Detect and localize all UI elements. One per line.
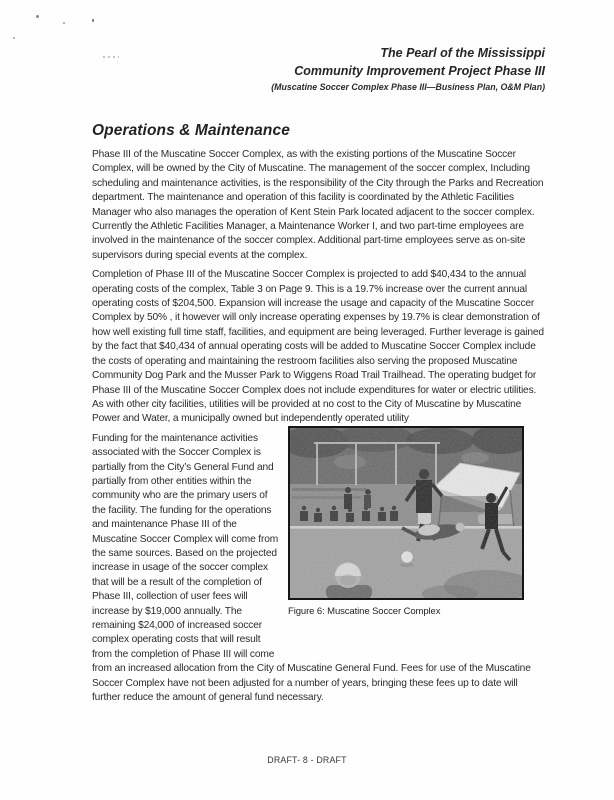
document-header: [0, 44, 545, 94]
page-footer: DRAFT- 8 - DRAFT: [267, 755, 347, 765]
section-heading: Operations & Maintenance: [92, 122, 290, 140]
figure-block: [288, 426, 524, 619]
paragraph-2: Completion of Phase III of the Muscatine Soccer Complex is projected to add $40,434 to the annual operating costs of the complex, Table 3 on Page 9. This is a 19.7% increase over the current annual operating costs of $204,500. Expansion will increase the usage and capacity of the Muscatine Soccer Complex by 50% , it however will only increase operating expenses by 19.7% is clear demonstration of how well existing full time staff, facilities, and equipment are being leveraged. Further leverage is gained by the fact that $40,434 of annual operating costs will be added to Muscatine Soccer Complex include the costs of operating and maintaining the restroom facilities also serving the proposed Muscatine Community Dog Park and the Musser Park to Wiggens Road Trail Trailhead. The operating budget for Phase III of the Muscatine Soccer Complex does not include expenditures for water or electric utilities. As with other city facilities, utilities will be provided at no cost to the City of Muscatine by Muscatine Power and Water, a municipally owned but independently operated utility: [92, 269, 544, 425]
scan-artifact: [13, 37, 15, 39]
scan-artifact: [36, 15, 39, 18]
paragraph-1: Phase III of the Muscatine Soccer Complex, as with the existing portions of the Muscatine Soccer Complex, will be owned by the City of Muscatine. The management of the soccer complex, Including scheduling and maintenance activities, is the responsibility of the City through the Parks and Recreation department. The maintenance and operation of this facility is coordinated by the Athletic Facilities Manager who also manages the operation of Kent Stein Park located adjacent to the soccer complex. Currently the Athletic Facilities Manager, a Maintenance Worker I, and two part-time employees are involved in the maintenance of the soccer complex. Additional part-time employees serve as on-site supervisors during special events at the complex.: [92, 149, 544, 261]
figure-caption: Figure 6: Muscatine Soccer Complex: [288, 605, 441, 617]
scan-artifact: [92, 19, 94, 22]
header-subtitle: (Muscatine Soccer Complex Phase III—Business Plan, O&M Plan): [271, 82, 545, 92]
scan-artifact: [63, 22, 65, 24]
document-body: [92, 148, 546, 705]
paragraph-3: [92, 432, 546, 706]
figure-photo: [288, 426, 524, 600]
paragraph-3-text: Funding for the maintenance activities associated with the Soccer Complex is partially from the City’s General Fund and partially from other entities within the community who are the primary users of the facility. The funding for the operations and maintenance Phase III of the Muscatine Soccer Complex will come from the same sources. Based on the projected increase in usage of the soccer complex that will be a result of the completion of Phase III, collection of user fees will increase by $19,000 annually. The remaining $24,000 of increased soccer complex operating costs that will result from the completion of Phase III will come from an increased allocation from the City of Muscatine General Fund. Fees for use of the Muscatine Soccer Complex have not been adjusted for a number of years, bringing these fees up to date will further reduce the amount of general fund necessary.: [92, 432, 531, 704]
header-title-line1: The Pearl of the Mississippi: [380, 46, 545, 60]
header-title-line2: Community Improvement Project Phase III: [294, 64, 545, 78]
